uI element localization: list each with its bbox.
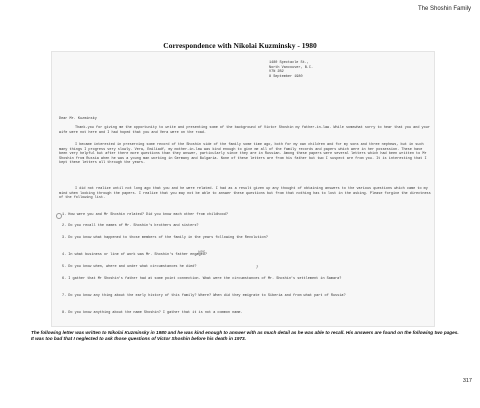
question-item: 4. In what business or line of work was Mr. Shoshin's father engaged?: [62, 253, 207, 257]
address-line: North Vancouver, B.C.: [269, 65, 314, 70]
address-line: V7N 2B2: [269, 70, 284, 75]
question-item: 2. Do you recall the names of Mr. Shoshin's brothers and sisters?: [62, 224, 199, 228]
question-item: 5. Do you know when, where and under what circumstances he died?: [62, 265, 197, 269]
letter-paragraph: I became interested in preserving some record of the Shoshin side of the family some time ago, both for my own children and for my sons and three nephews, but in such many things I progress very slowly. Vera, Emiliadf, my mother-in-law was kind enough to give me all of the family records and papers which were in her possession. These have been very helpful but after there more questions than they answer, particularly since they are in Russian. Among these papers were several letters which had been written to Mr Shoshin from Russia when he was a young man working in Germany and Bulgaria. None of these letters are from his father but two I suspect are from you. It is interesting that I kept these letters all through the years.: [59, 143, 427, 166]
page-caption: The following letter was written to Nikolai Kuzminsky in 1980 and he was kind enough to answer with as much detail as he was able to recall. His answers are found on the following two pages. It was too bad that I neglected to ask those questions of Victor Shoshin before his death in 1973.: [31, 330, 459, 341]
letter-paragraph: Thank-you for giving me the opportunity to write and presenting some of the background of Victor Shoshin my father-in-law. While somewhat sorry to hear that you and your wife were not here and I had hoped that you and Vera were on the road.: [59, 126, 430, 135]
letter-title: Correspondence with Nikolai Kuzminsky - 1980: [163, 41, 317, 50]
page-number: 317: [462, 378, 472, 384]
question-item: 8. Do you know anything about the name Shoshin? I gather that it is not a common name.: [62, 311, 243, 315]
running-head: The Shoshin Family: [417, 6, 471, 12]
question-item: 7. Do you know any thing about the early history of this family? Where? When did they emigrate to Siberia and from what part of Russia?: [62, 294, 346, 298]
question-item: 1. How were you and Mr Shoshin related? Did you know each other from childhood?: [62, 213, 228, 217]
pencil-note: yes: [198, 249, 205, 254]
address-line: 1480 Spectacle St.,: [269, 61, 309, 65]
question-item: 3. Do you know what happened to those members of the family in the years following the Revolution?: [62, 236, 268, 240]
letter-date: 8 September 1980: [269, 74, 303, 79]
salutation: Dear Mr. Kuzminsky: [59, 117, 97, 121]
sender-address: [269, 61, 313, 79]
question-item: 6. I gather that Mr Shoshin's father had at some point connection. What were the circumstances of Mr. Shoshin's settlement in Samara?: [62, 277, 342, 281]
letter-paragraph: I did not realize until not long ago that you and he were related. I had as a result given up any thought of obtaining answers to the various questions which came to my mind when looking through the papers. I realize that you may not be able to answer these questions but from that nothing has to lost in the asking. Please forgive the directness of the following list.: [59, 187, 431, 201]
pencil-note: ?: [256, 265, 259, 270]
